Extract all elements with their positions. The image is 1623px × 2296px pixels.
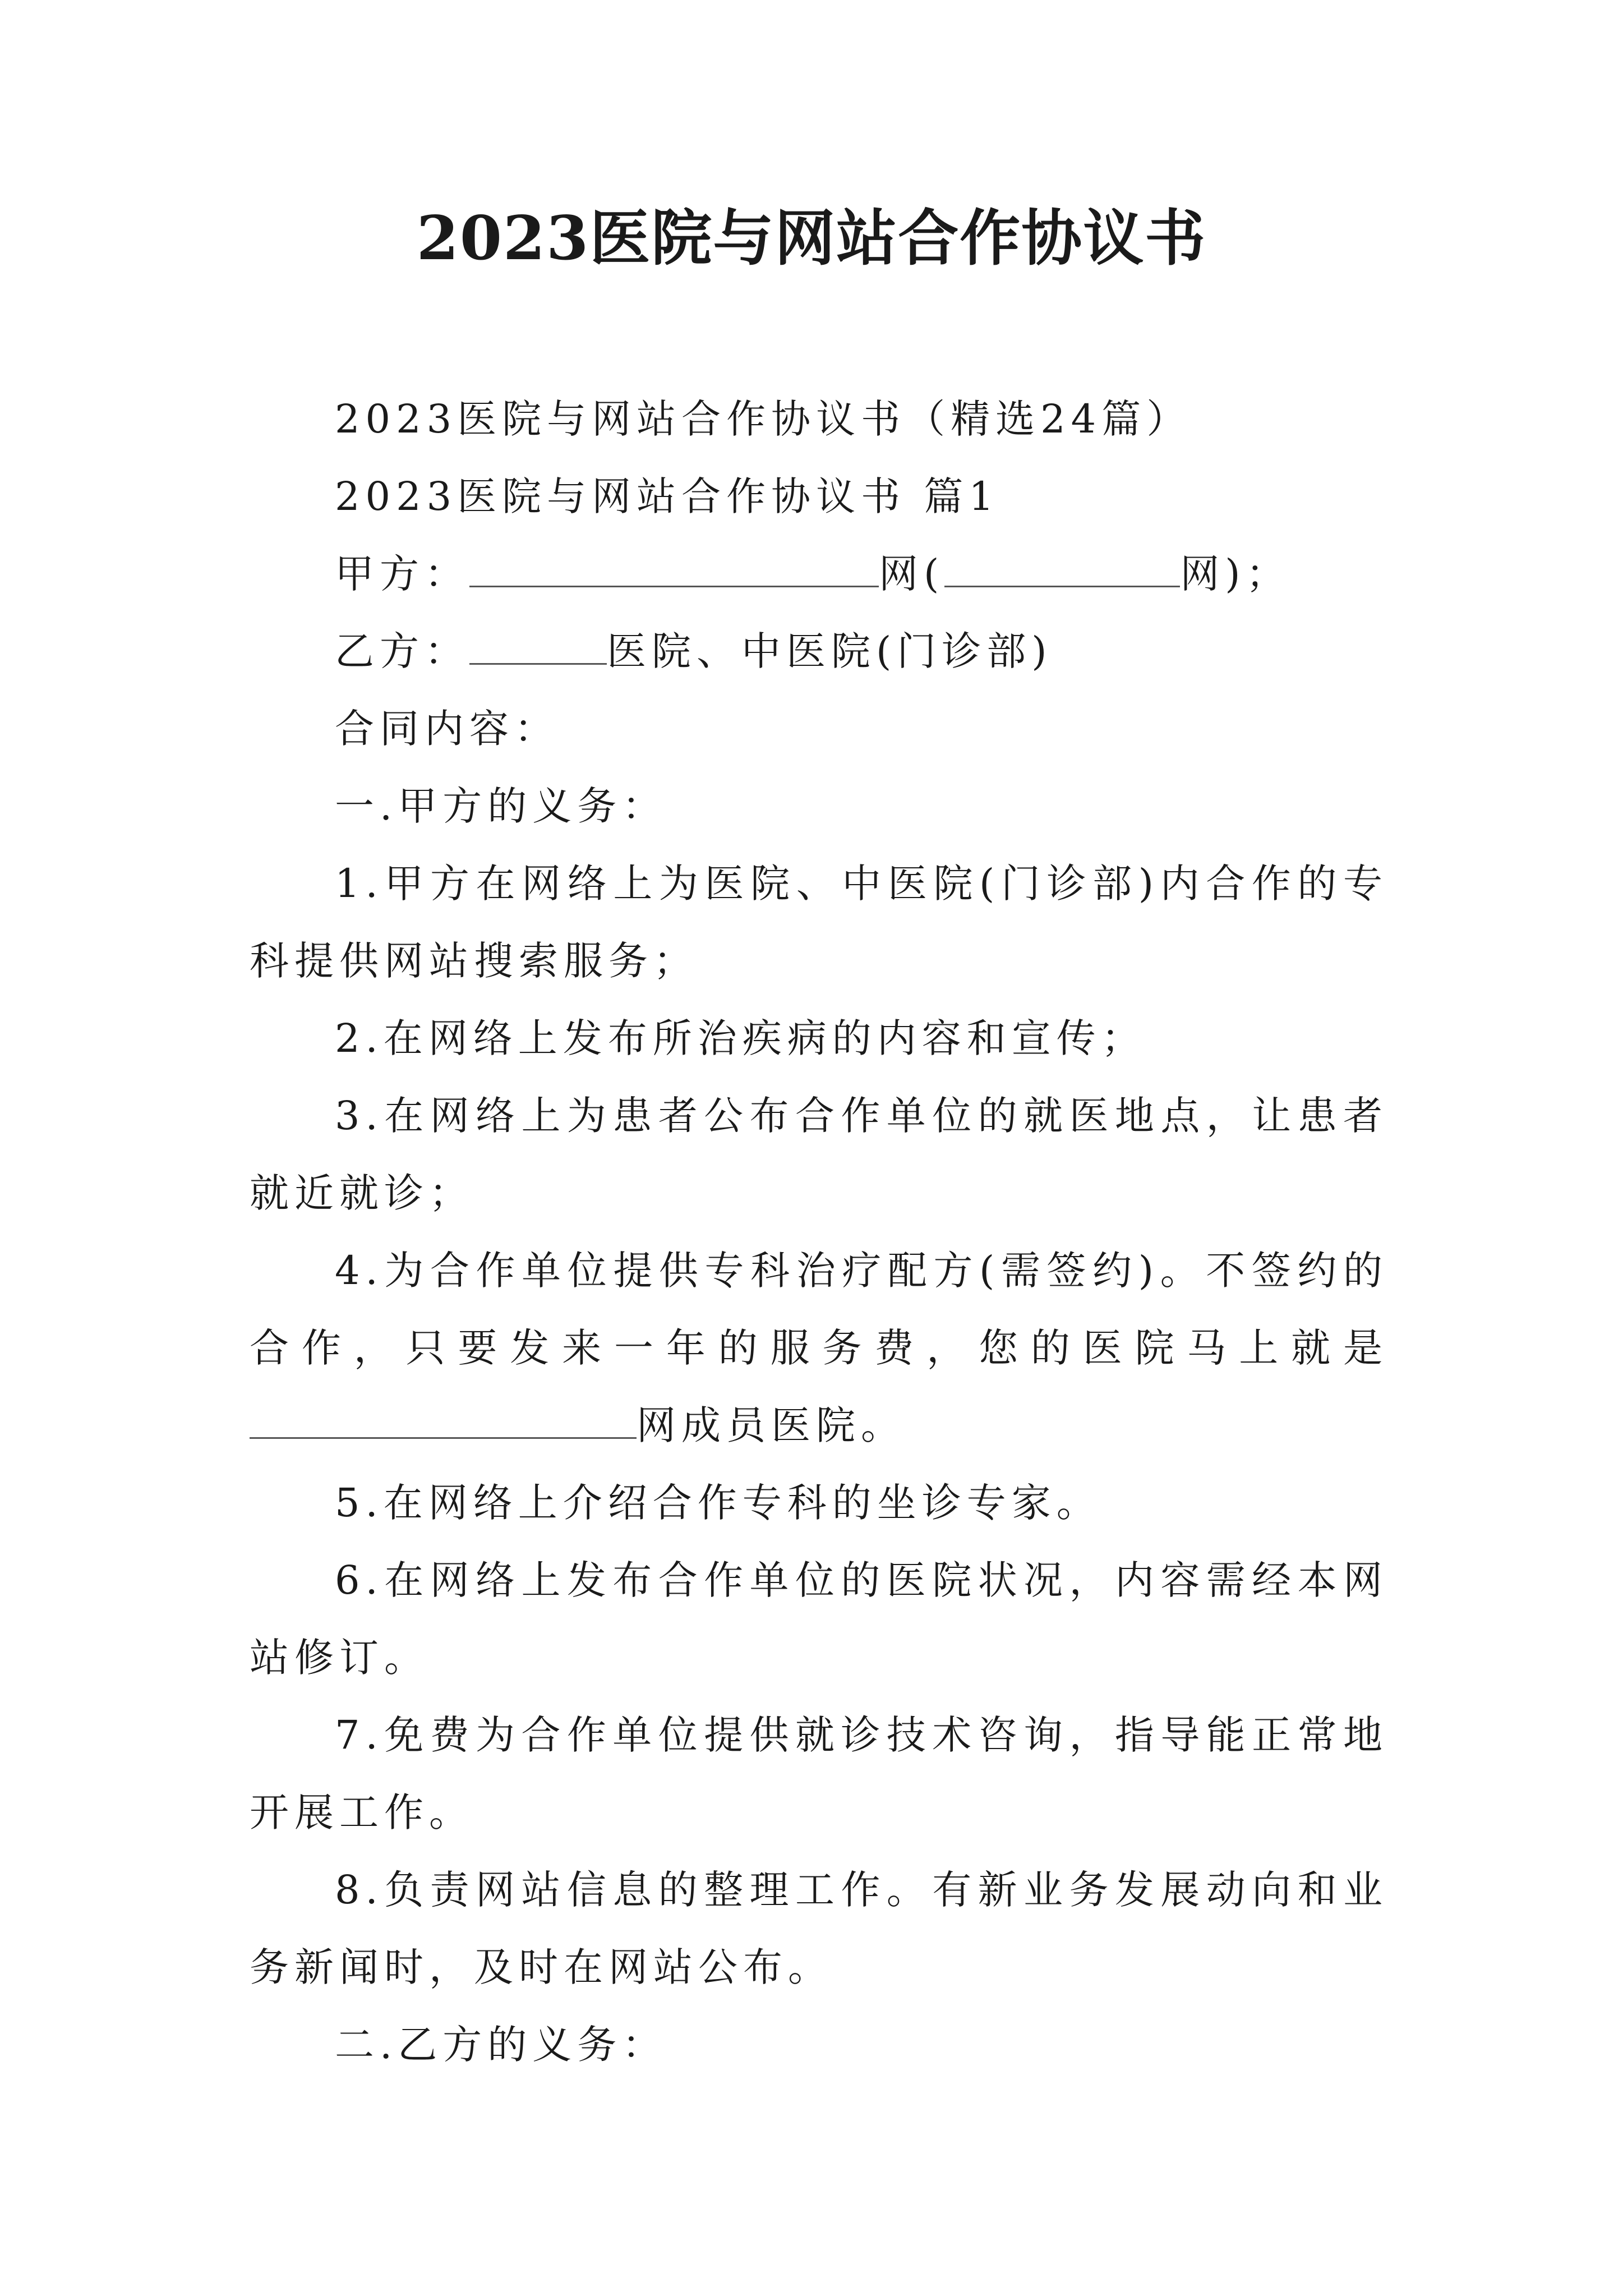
item-4	[250, 1232, 1388, 1387]
document-body	[250, 380, 1388, 2083]
contract-content-heading: 合同内容：	[335, 706, 559, 752]
item-4-end: 网成员医院。	[637, 1402, 906, 1448]
item-5: 5.在网络上介绍合作专科的坐诊专家。	[335, 1480, 1101, 1526]
item-3: 3.在网络上为患者公布合作单位的就医地点，让患者就近就诊；	[250, 1093, 1388, 1216]
party-a-name-blank	[469, 549, 879, 588]
party-b-end: 医院、中医院(门诊部)	[607, 628, 1053, 674]
item-8: 8.负责网站信息的整理工作。有新业务发展动向和业务新闻时，及时在网站公布。	[250, 1867, 1388, 1990]
party-a-end: 网)；	[1180, 551, 1291, 597]
document-title: 2023医院与网站合作协议书	[416, 203, 1207, 274]
item-2: 2.在网络上发布所治疾病的内容和宣传；	[335, 1015, 1146, 1061]
party-b-label: 乙方：	[335, 628, 469, 674]
item-1: 1.甲方在网络上为医院、中医院(门诊部)内合作的专科提供网站搜索服务；	[250, 861, 1388, 984]
party-a-label: 甲方：	[335, 551, 469, 597]
item-4-site-blank	[250, 1400, 637, 1439]
item-6: 6.在网络上发布合作单位的医院状况，内容需经本网站修订。	[250, 1557, 1388, 1681]
party-a-mid: 网(	[879, 551, 945, 597]
party-a-site-blank	[944, 549, 1180, 588]
section-heading: 2023医院与网站合作协议书 篇1	[335, 473, 999, 519]
subtitle-line: 2023医院与网站合作协议书（精选24篇）	[335, 396, 1192, 442]
party-b-line	[250, 613, 1388, 690]
party-b-name-blank	[469, 626, 607, 665]
item-4-continuation	[250, 1387, 1388, 1464]
section-two-heading: 二.乙方的义务：	[335, 2022, 667, 2068]
section-one-heading: 一.甲方的义务：	[335, 783, 667, 829]
party-a-line	[250, 535, 1388, 613]
item-7: 7.免费为合作单位提供就诊技术咨询，指导能正常地开展工作。	[250, 1712, 1388, 1835]
item-4-text: 4.为合作单位提供专科治疗配方(需签约)。不签约的合作，只要发来一年的服务费，您的医院马上就是	[250, 1248, 1388, 1371]
